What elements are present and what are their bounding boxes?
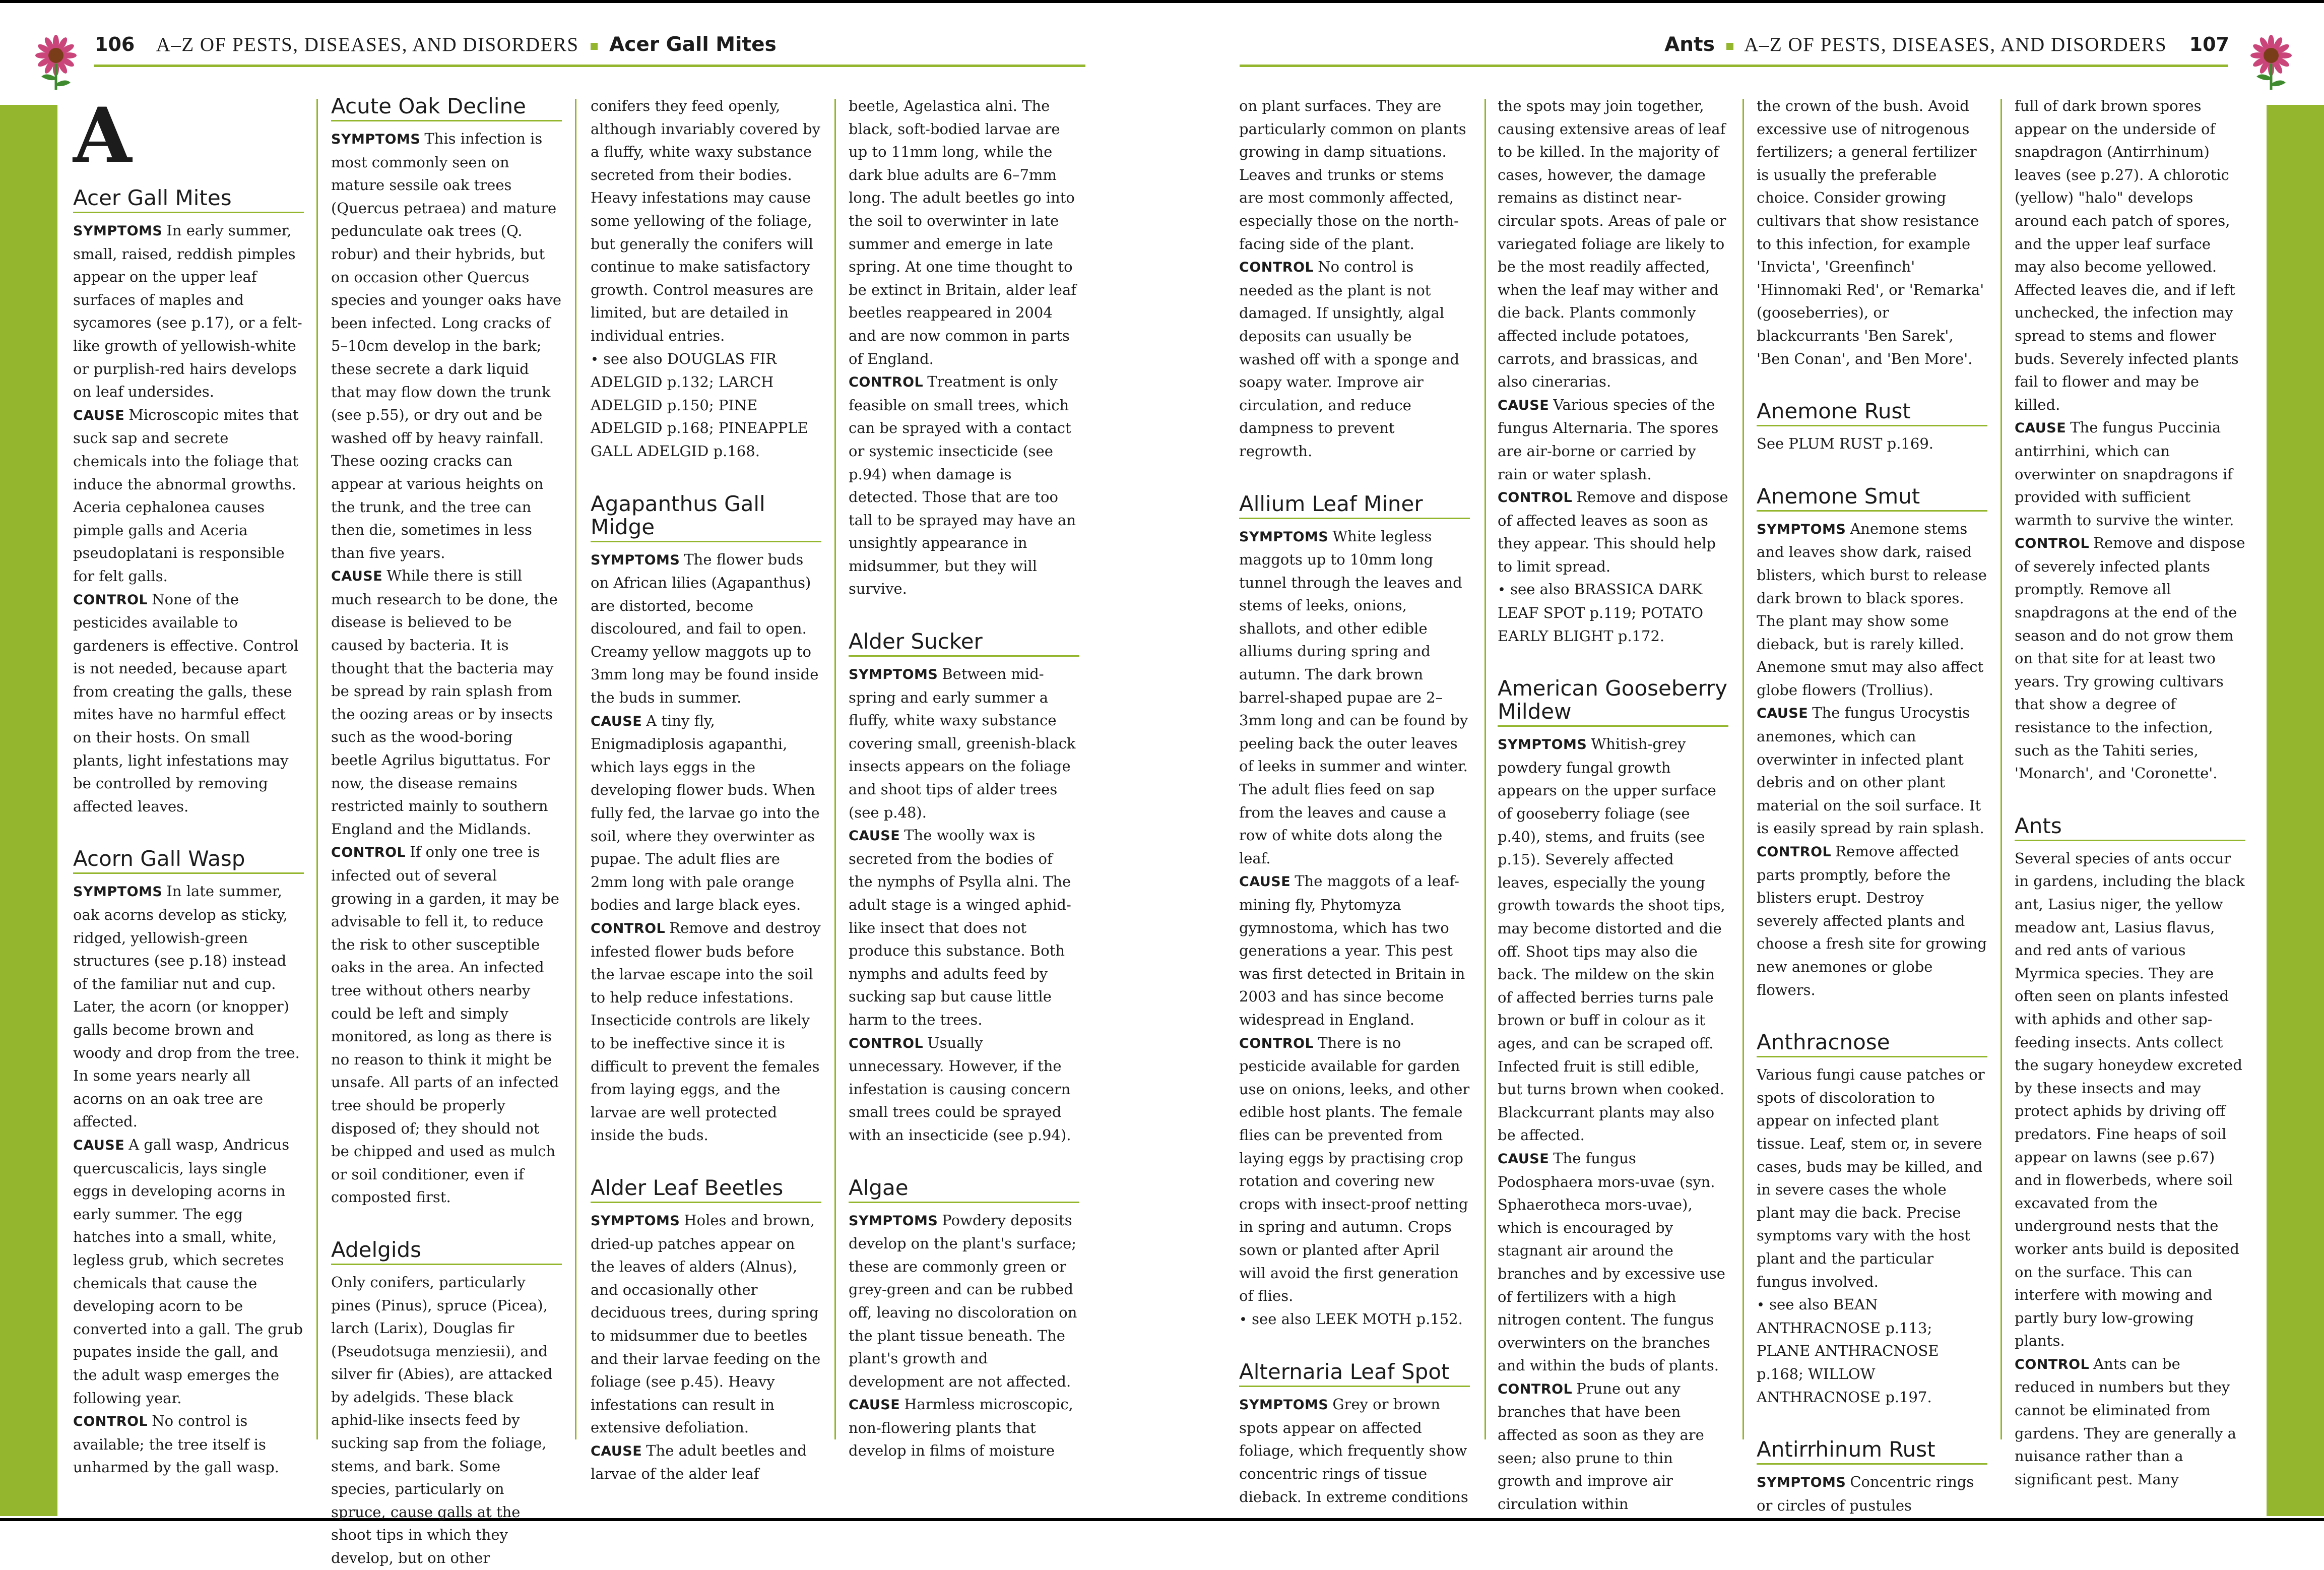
entry-paragraph bbox=[849, 95, 1079, 370]
paragraph-text: The adult beetles and larvae of the alder leaf bbox=[591, 1441, 807, 1483]
paragraph-text: see also LEEK MOTH p.152. bbox=[1252, 1310, 1463, 1328]
column-rule bbox=[1742, 99, 1744, 1439]
entry-paragraph bbox=[849, 824, 1079, 1031]
paragraph-text: Remove and destroy infested flower buds before the larvae escape into the soil to help reduce infestations. Insecticide controls are likely to be ineffective since it is difficult to prevent the females from laying eggs, and the larvae are well protected inside the buds. bbox=[591, 919, 821, 1144]
paragraph-text: The woolly wax is secreted from the bodies of the nymphs of Psylla alni. The adult stage is a winged aphid-like insect that does not produce this substance. Both nymphs and adults feed by sucking sap but cause little harm to the trees. bbox=[849, 827, 1071, 1028]
paragraph-keyword: CONTROL bbox=[1239, 1035, 1314, 1051]
paragraph-keyword: CONTROL bbox=[73, 592, 148, 608]
entry-paragraph bbox=[591, 95, 821, 348]
paragraph-keyword: SYMPTOMS bbox=[1498, 737, 1587, 753]
paragraph-keyword: SYMPTOMS bbox=[331, 132, 421, 147]
entry-heading: Acute Oak Decline bbox=[331, 95, 562, 121]
paragraph-text: Only conifers, particularly pines (Pinus), spruce (Picea), larch (Larix), Douglas fir (Pseudotsuga menziesii), and silver fir (Abies), are attacked by adelgids. These black aphid-like insects feed by sucking sap from the foliage, stems, and bark. Some species, particularly on spruce, cause galls at the shoot tips in which they develop, but on other bbox=[331, 1273, 553, 1567]
paragraph-text: Remove and dispose of affected leaves as soon as they appear. This should help to limit spread. bbox=[1498, 488, 1728, 575]
paragraph-keyword: CONTROL bbox=[2015, 536, 2090, 552]
header-section-title: A–Z OF PESTS, DISEASES, AND DISORDERS bbox=[156, 34, 579, 55]
bullet-icon: • bbox=[1239, 1311, 1247, 1328]
entry-paragraph bbox=[73, 1134, 304, 1410]
paragraph-keyword: SYMPTOMS bbox=[591, 1213, 680, 1229]
paragraph-text: Powdery deposits develop on the plant's surface; these are commonly green or grey-green and can be rubbed off, leaving no discoloration on the plant tissue beneath. The plant's growth and development are not affected. bbox=[849, 1211, 1077, 1390]
paragraph-keyword: CAUSE bbox=[1498, 1151, 1550, 1167]
flower-icon bbox=[28, 35, 84, 91]
paragraph-keyword: SYMPTOMS bbox=[73, 884, 163, 900]
entry-paragraph bbox=[591, 348, 821, 463]
paragraph-text: Between mid-spring and early summer a fluffy, white waxy substance covering small, greenish-black insects appears on the foliage and shoot tips of alder trees (see p.48). bbox=[849, 665, 1076, 821]
entry-heading: Antirrhinum Rust bbox=[1757, 1438, 1987, 1465]
entry-paragraph bbox=[849, 370, 1079, 601]
paragraph-text: Ants can be reduced in numbers but they cannot be eliminated from gardens. They are generally a nuisance rather than a significant pest. Many bbox=[2015, 1355, 2236, 1488]
entry-paragraph bbox=[1757, 1293, 1987, 1409]
entry-paragraph bbox=[591, 1209, 821, 1439]
entry-heading: Algae bbox=[849, 1176, 1079, 1203]
text-column-8 bbox=[2015, 95, 2245, 1488]
entry-paragraph bbox=[1498, 1377, 1728, 1516]
entry-paragraph bbox=[591, 1439, 821, 1486]
paragraph-keyword: CONTROL bbox=[73, 1414, 148, 1430]
entry-paragraph bbox=[1757, 702, 1987, 840]
entry-heading: Anemone Rust bbox=[1757, 400, 1987, 426]
right-page-header bbox=[1240, 33, 2229, 69]
paragraph-keyword: CONTROL bbox=[331, 845, 406, 861]
entry-paragraph bbox=[331, 1271, 562, 1570]
entry-paragraph bbox=[1498, 733, 1728, 1147]
right-edge-tab bbox=[2267, 105, 2324, 1516]
text-column-6 bbox=[1498, 95, 1728, 1513]
entry-paragraph bbox=[73, 1410, 304, 1479]
entry-heading: American Gooseberry Mildew bbox=[1498, 677, 1728, 727]
paragraph-text: The maggots of a leaf-mining fly, Phytomyza gymnostoma, which has two generations a year. This pest was first detected in Britain in 2003 and has since become widespread in England. bbox=[1239, 872, 1465, 1028]
entry-heading: Anthracnose bbox=[1757, 1031, 1987, 1057]
paragraph-keyword: CONTROL bbox=[1498, 1381, 1573, 1397]
paragraph-text: full of dark brown spores appear on the underside of snapdragon (Antirrhinum) leaves (see p.27). A chlorotic (yellow) "halo" develops around each patch of spores, and the upper leaf surface may also become yellowed. Affected leaves die, and if left unchecked, the infection may spread to stems and flower buds. Severely infected plants fail to flower and may be killed. bbox=[2015, 97, 2239, 413]
entry-paragraph bbox=[1239, 525, 1470, 870]
paragraph-keyword: SYMPTOMS bbox=[73, 223, 163, 239]
entry-paragraph bbox=[849, 663, 1079, 824]
entry-paragraph bbox=[1239, 870, 1470, 1031]
paragraph-text: see also BEAN ANTHRACNOSE p.113; PLANE ANTHRACNOSE p.168; WILLOW ANTHRACNOSE p.197. bbox=[1757, 1296, 1939, 1406]
paragraph-keyword: CONTROL bbox=[2015, 1356, 2090, 1372]
paragraph-text: None of the pesticides available to gardeners is effective. Control is not needed, because apart from creating the galls, these mites have no harmful effect on their hosts. On small plants, light infestations may be controlled by removing affected leaves. bbox=[73, 590, 299, 815]
column-rule bbox=[575, 99, 576, 1439]
paragraph-keyword: CONTROL bbox=[591, 921, 666, 936]
entry-paragraph bbox=[849, 1209, 1079, 1394]
entry-paragraph bbox=[2015, 847, 2245, 1353]
entry-paragraph bbox=[1239, 1308, 1470, 1332]
entry-paragraph bbox=[849, 1393, 1079, 1463]
entry-heading: Adelgids bbox=[331, 1238, 562, 1265]
paragraph-text: If only one tree is infected out of several growing in a garden, it may be advisable to fell it, to reduce the risk to other susceptible oaks in the area. An infected tree without others nearby could be left and simply monitored, as long as there is no reason to think it might be unsafe. All parts of an infected tree should be properly disposed of; they should not be chipped and used as mulch or soil conditioner, even if composted first. bbox=[331, 843, 559, 1206]
paragraph-text: Several species of ants occur in gardens, including the black ant, Lasius niger, the yellow meadow ant, Lasius flavus, and red ants of various Myrmica species. They are often seen on plants infested with aphids and other sap-feeding insects. Ants collect the sugary honeydew excreted by these insects and may protect aphids by driving off predators. Fine heaps of soil appear on lawns (see p.67) and in flowerbeds, where soil excavated from the underground nests that the worker ants build is deposited on the surface. This can interfere with mowing and partly bury low-growing plants. bbox=[2015, 849, 2245, 1350]
paragraph-keyword: CAUSE bbox=[331, 569, 383, 585]
paragraph-text: The flower buds on African lilies (Agapanthus) are distorted, become discoloured, and fail to open. Creamy yellow maggots up to 3mm long may be found inside the buds in summer. bbox=[591, 550, 819, 707]
paragraph-keyword: CAUSE bbox=[73, 1137, 125, 1153]
paragraph-keyword: CAUSE bbox=[591, 1443, 642, 1459]
entry-heading: Ants bbox=[2015, 814, 2245, 841]
paragraph-keyword: SYMPTOMS bbox=[591, 552, 680, 568]
page-number: 107 bbox=[2189, 33, 2229, 55]
square-bullet-icon bbox=[591, 43, 598, 50]
paragraph-text: A tiny fly, Enigmadiplosis agapanthi, which lays eggs in the developing flower buds. When fully fed, the larvae go into the soil, where they overwinter as pupae. The adult flies are 2mm long with pale orange bodies and large black eyes. bbox=[591, 712, 820, 914]
entry-heading: Alder Leaf Beetles bbox=[591, 1176, 821, 1203]
text-column-2 bbox=[331, 94, 562, 1567]
paragraph-keyword: SYMPTOMS bbox=[1239, 1397, 1329, 1413]
paragraph-text: Remove affected parts promptly, before the blisters erupt. Destroy severely affected plants and choose a fresh site for growing new anemones or globe flowers. bbox=[1757, 843, 1987, 998]
paragraph-keyword: CAUSE bbox=[849, 1397, 900, 1413]
header-entry-name: Ants bbox=[1664, 33, 1715, 56]
paragraph-text: Holes and brown, dried-up patches appear on the leaves of alders (Alnus), and occasionally other deciduous trees, during spring to midsummer due to beetles and their larvae feeding on the foliage (see p.45). Heavy infestations can result in extensive defoliation. bbox=[591, 1211, 821, 1436]
header-rule bbox=[1240, 65, 2228, 67]
page-number: 106 bbox=[95, 33, 135, 55]
header-section-title: A–Z OF PESTS, DISEASES, AND DISORDERS bbox=[1744, 34, 2167, 55]
paragraph-text: Various species of the fungus Alternaria. The spores are air-borne or carried by rain or water splash. bbox=[1498, 396, 1719, 483]
paragraph-text: While there is still much research to be done, the disease is believed to be caused by bacteria. It is thought that the bacteria may be spread by rain splash from the oozing areas or by insects such as the wood-boring beetle Agrilus biguttatus. For now, the disease remains restricted mainly to southern England and the Midlands. bbox=[331, 567, 558, 838]
paragraph-text: This infection is most commonly seen on mature sessile oak trees (Quercus petraea) and mature pedunculate oak trees (Q. robur) and their hybrids, but on occasion other Quercus species and younger oaks have been infected. Long cracks of 5–10cm develop in the bark; these secrete a dark liquid that may flow down the trunk (see p.55), or dry out and be washed off by heavy rainfall. These oozing cracks can appear at various heights on the trunk, and the tree can then die, sometimes in less than five years. bbox=[331, 130, 562, 561]
paragraph-text: Remove and dispose of severely infected plants promptly. Remove all snapdragons at the end of the season and do not grow them on that site for at least two years. Try growing cultivars that show a degree of resistance to the infection, such as the Tahiti series, 'Monarch', and 'Coronette'. bbox=[2015, 534, 2245, 782]
column-rule bbox=[834, 99, 836, 1439]
paragraph-text: White legless maggots up to 10mm long tunnel through the leaves and stems of leeks, onions, shallots, and other edible alliums during spring and autumn. The dark brown barrel-shaped pupae are 2–3mm long and can be found by peeling back the outer leaves of leeks in summer and winter. The adult flies feed on sap from the leaves and cause a row of white dots along the leaf. bbox=[1239, 527, 1468, 867]
entry-paragraph bbox=[1757, 1063, 1987, 1293]
paragraph-keyword: SYMPTOMS bbox=[849, 1213, 938, 1229]
left-page-header bbox=[95, 33, 1085, 69]
paragraph-text: Treatment is only feasible on small trees, which can be sprayed with a contact or systemic insecticide (see p.94) when damage is detected. Those that are too tall to be sprayed may have an unsightly appearance in midsummer, but they will survive. bbox=[849, 373, 1076, 598]
column-rule bbox=[2000, 99, 2002, 1439]
paragraph-keyword: CONTROL bbox=[849, 1035, 924, 1051]
entry-paragraph bbox=[2015, 416, 2245, 532]
paragraph-text: see also BRASSICA DARK LEAF SPOT p.119; POTATO EARLY BLIGHT p.172. bbox=[1498, 581, 1704, 645]
entry-paragraph bbox=[73, 219, 304, 404]
left-edge-tab bbox=[0, 105, 57, 1516]
entry-paragraph bbox=[73, 880, 304, 1134]
paragraph-keyword: SYMPTOMS bbox=[1757, 521, 1846, 537]
entry-paragraph bbox=[1239, 1393, 1470, 1509]
paragraph-text: Prune out any branches that have been affected as soon as they are seen; also prune to thin growth and improve air circulation within bbox=[1498, 1379, 1704, 1513]
paragraph-text: see also DOUGLAS FIR ADELGID p.132; LARCH ADELGID p.150; PINE ADELGID p.168; PINEAPPLE GALL ADELGID p.168. bbox=[591, 350, 808, 460]
paragraph-keyword: CAUSE bbox=[591, 713, 642, 729]
paragraph-text: Concentric rings or circles of pustules bbox=[1757, 1473, 1974, 1514]
entry-paragraph bbox=[2015, 95, 2245, 416]
paragraph-text: Harmless microscopic, non-flowering plants that develop in films of moisture bbox=[849, 1396, 1073, 1460]
entry-paragraph bbox=[331, 128, 562, 564]
entry-paragraph bbox=[1239, 256, 1470, 463]
entry-paragraph bbox=[1757, 840, 1987, 1001]
entry-paragraph bbox=[591, 917, 821, 1147]
paragraph-text: The fungus Urocystis anemones, which can overwinter in infected plant debris and on other plant material on the soil surface. It is easily spread by rain splash. bbox=[1757, 704, 1984, 837]
paragraph-keyword: CAUSE bbox=[1757, 706, 1809, 722]
text-column-5 bbox=[1239, 95, 1470, 1505]
entry-paragraph bbox=[591, 710, 821, 917]
entry-paragraph bbox=[1498, 95, 1728, 394]
text-column-4 bbox=[849, 95, 1079, 1460]
paragraph-keyword: SYMPTOMS bbox=[849, 667, 938, 683]
text-column-7 bbox=[1757, 95, 1987, 1514]
paragraph-text: See PLUM RUST p.169. bbox=[1757, 435, 1934, 453]
paragraph-keyword: CAUSE bbox=[2015, 420, 2067, 436]
entry-paragraph bbox=[1498, 486, 1728, 578]
entry-paragraph bbox=[331, 841, 562, 1209]
paragraph-text: the crown of the bush. Avoid excessive use of nitrogenous fertilizers; a general fertilizer is usually the preferable choice. Consider growing cultivars that show resistance to this infection, for example 'Invicta', 'Greenfinch' 'Hinnomaki Red', or 'Remarka' (gooseberries), or blackcurrants 'Ben Sarek', 'Ben Conan', and 'Ben More'. bbox=[1757, 97, 1984, 367]
entry-heading: Alder Sucker bbox=[849, 630, 1079, 657]
entry-paragraph bbox=[1498, 1147, 1728, 1377]
paragraph-text: Anemone stems and leaves show dark, raised blisters, which burst to release dark brown to black spores. The plant may show some dieback, but is rarely killed. Anemone smut may also affect globe flowers (Trollius). bbox=[1757, 520, 1987, 699]
paragraph-text: There is no pesticide available for garden use on onions, leeks, and other edible host plants. The female flies can be prevented from laying eggs by practising crop rotation and covering new crops with insect-proof netting in spring and autumn. Crops sown or planted after April will avoid the first generation of flies. bbox=[1239, 1034, 1470, 1305]
paragraph-keyword: SYMPTOMS bbox=[1239, 529, 1329, 545]
entry-paragraph bbox=[2015, 532, 2245, 785]
entry-heading: Acer Gall Mites bbox=[73, 186, 304, 213]
paragraph-keyword: CONTROL bbox=[1757, 844, 1832, 860]
entry-paragraph bbox=[591, 548, 821, 710]
paragraph-text: In late summer, oak acorns develop as sticky, ridged, yellowish-green structures (see p.18) instead of the familiar nut and cup. Later, the acorn (or knopper) galls become brown and woody and drop from the tree. In some years nearly all acorns on an oak tree are affected. bbox=[73, 883, 300, 1131]
entry-paragraph bbox=[331, 564, 562, 841]
paragraph-text: Various fungi cause patches or spots of discoloration to appear on infected plant tissue. Leaf, stem or, in severe cases, buds may be killed, and in severe cases the whole plant may die back. Precise symptoms vary with the host plant and the particular fungus involved. bbox=[1757, 1066, 1985, 1290]
paragraph-keyword: CAUSE bbox=[1498, 397, 1550, 413]
column-rule bbox=[1484, 99, 1486, 1439]
entry-paragraph bbox=[1757, 518, 1987, 702]
bullet-icon: • bbox=[591, 351, 599, 367]
paragraph-keyword: CONTROL bbox=[1498, 490, 1573, 506]
paragraph-text: The fungus Podosphaera mors-uvae (syn. Sphaerotheca mors-uvae), which is encouraged by stagnant air around the branches and by excessive use of fertilizers with a high nitrogen content. The fungus overwinters on the branches and within the buds of plants. bbox=[1498, 1149, 1725, 1374]
page-frame-top bbox=[0, 0, 2324, 3]
flower-icon bbox=[2243, 35, 2299, 91]
entry-paragraph bbox=[849, 1032, 1079, 1147]
entry-paragraph bbox=[1498, 394, 1728, 486]
paragraph-text: Microscopic mites that suck sap and secrete chemicals into the foliage that induce the abnormal growths. Aceria cephalonea causes pimple galls and Aceria pseudoplatani is responsible for felt galls. bbox=[73, 406, 299, 585]
paragraph-text: Whitish-grey powdery fungal growth appears on the upper surface of gooseberry foliage (see p.40), stems, and fruits (see p.15). Severely affected leaves, especially the young growth towards the shoot tips, may become distorted and die off. Shoot tips may also die back. The mildew on the skin of affected berries turns pale brown or buff in colour as it ages, and can be scraped off. Infected fruit is still edible, but turns brown when cooked. Blackcurrant plants may also be affected. bbox=[1498, 735, 1725, 1144]
header-entry-name: Acer Gall Mites bbox=[609, 33, 777, 56]
paragraph-text: In early summer, small, raised, reddish pimples appear on the upper leaf surfaces of maples and sycamores (see p.17), or a felt-like growth of yellowish-white or purplish-red hairs develops on leaf undersides. bbox=[73, 222, 302, 401]
text-column-1 bbox=[73, 91, 304, 1476]
column-rule bbox=[316, 99, 318, 1439]
paragraph-text: The fungus Puccinia antirrhini, which can overwinter on snapdragons if provided with sufficient warmth to survive the winter. bbox=[2015, 419, 2234, 529]
header-rule bbox=[94, 65, 1085, 67]
section-letter: A bbox=[73, 91, 132, 180]
paragraph-keyword: SYMPTOMS bbox=[1757, 1475, 1846, 1491]
paragraph-keyword: CAUSE bbox=[1239, 874, 1291, 890]
entry-paragraph bbox=[1757, 432, 1987, 456]
paragraph-keyword: CAUSE bbox=[849, 828, 900, 844]
paragraph-text: Usually unnecessary. However, if the infestation is causing concern small trees could be sprayed with an insecticide (see p.94). bbox=[849, 1034, 1071, 1144]
paragraph-text: Grey or brown spots appear on affected foliage, which frequently show concentric rings of tissue dieback. In extreme conditions bbox=[1239, 1396, 1468, 1505]
entry-paragraph bbox=[1239, 1032, 1470, 1308]
entry-paragraph bbox=[1757, 1471, 1987, 1517]
bullet-icon: • bbox=[1757, 1297, 1765, 1313]
paragraph-keyword: CONTROL bbox=[1239, 260, 1314, 276]
entry-paragraph bbox=[73, 404, 304, 588]
paragraph-text: No control is needed as the plant is not damaged. If unsightly, algal deposits can usually be washed off with a sponge and soapy water. Improve air circulation, and reduce dampness to prevent regrowth. bbox=[1239, 258, 1460, 460]
entry-heading: Acorn Gall Wasp bbox=[73, 847, 304, 874]
paragraph-text: conifers they feed openly, although invariably covered by a fluffy, white waxy substance secreted from their bodies. Heavy infestations may cause some yellowing of the foliage, but generally the conifers will continue to make satisfactory growth. Control measures are limited, but are detailed in individual entries. bbox=[591, 97, 820, 344]
paragraph-text: the spots may join together, causing extensive areas of leaf to be killed. In the majority of cases, however, the damage remains as distinct near-circular spots. Areas of pale or variegated foliage are likely to be the most readily affected, when the leaf may wither and die back. Plants commonly affected include potatoes, carrots, and brassicas, and also cinerarias. bbox=[1498, 97, 1726, 391]
paragraph-text: A gall wasp, Andricus quercuscalicis, lays single eggs in developing acorns in early summer. The egg hatches into a small, white, legless grub, which secretes chemicals that cause the developing acorn to be converted into a gall. The grub pupates inside the gall, and the adult wasp emerges the following year. bbox=[73, 1136, 303, 1407]
paragraph-text: No control is available; the tree itself is unharmed by the gall wasp. bbox=[73, 1412, 279, 1476]
entry-heading: Anemone Smut bbox=[1757, 485, 1987, 512]
entry-paragraph bbox=[1239, 95, 1470, 256]
paragraph-keyword: CAUSE bbox=[73, 407, 125, 423]
entry-paragraph bbox=[1757, 95, 1987, 370]
entry-paragraph bbox=[1498, 578, 1728, 648]
square-bullet-icon bbox=[1726, 43, 1733, 50]
entry-heading: Alternaria Leaf Spot bbox=[1239, 1360, 1470, 1387]
entry-heading: Agapanthus Gall Midge bbox=[591, 492, 821, 542]
paragraph-keyword: CONTROL bbox=[849, 374, 924, 391]
paragraph-text: on plant surfaces. They are particularly common on plants growing in damp situations. Leaves and trunks or stems are most commonly affected, especially those on the north-facing side of the plant. bbox=[1239, 97, 1466, 253]
text-column-3 bbox=[591, 95, 821, 1483]
entry-heading: Allium Leaf Miner bbox=[1239, 492, 1470, 519]
paragraph-text: beetle, Agelastica alni. The black, soft-bodied larvae are up to 11mm long, while the dark blue adults are 6–7mm long. The adult beetles go into the soil to overwinter in late summer and emerge in late spring. At one time thought to be extinct in Britain, alder leaf beetles reappeared in 2004 and are now common in parts of England. bbox=[849, 97, 1076, 367]
bullet-icon: • bbox=[1498, 582, 1506, 598]
entry-paragraph bbox=[2015, 1353, 2245, 1491]
entry-paragraph bbox=[73, 588, 304, 819]
